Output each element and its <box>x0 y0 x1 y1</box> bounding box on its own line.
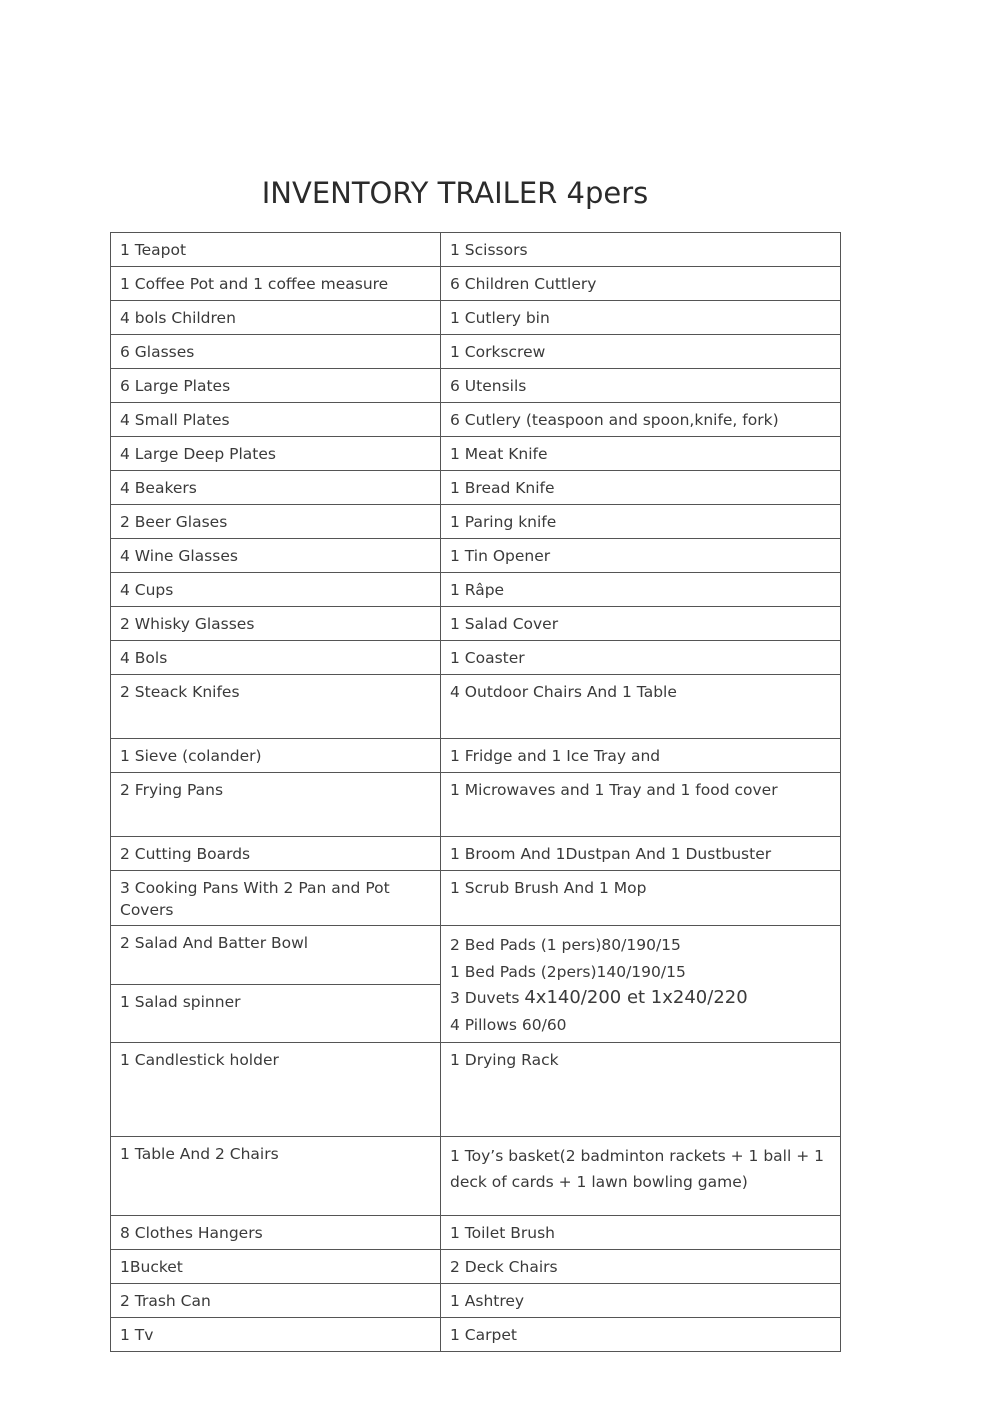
item-cell: 6 Large Plates <box>111 369 441 403</box>
bedding-cell <box>441 926 841 1043</box>
item-cell: 2 Beer Glases <box>111 505 441 539</box>
document-title: INVENTORY TRAILER 4pers <box>261 176 649 210</box>
bedding-line <box>450 985 831 1012</box>
item-cell: 8 Clothes Hangers <box>111 1216 441 1250</box>
item-cell: 1 Toilet Brush <box>441 1216 841 1250</box>
item-cell: 6 Children Cuttlery <box>441 267 841 301</box>
table-row <box>111 335 841 369</box>
table-row <box>111 233 841 267</box>
item-cell: 4 Large Deep Plates <box>111 437 441 471</box>
table-row <box>111 301 841 335</box>
table-row <box>111 1216 841 1250</box>
item-cell: 1 Bread Knife <box>441 471 841 505</box>
item-cell: 4 Bols <box>111 641 441 675</box>
table-row <box>111 1250 841 1284</box>
item-cell: 1 Scissors <box>441 233 841 267</box>
item-cell: 4 Wine Glasses <box>111 539 441 573</box>
item-cell: 2 Trash Can <box>111 1284 441 1318</box>
table-row <box>111 1043 841 1137</box>
item-cell: 1 Cutlery bin <box>441 301 841 335</box>
table-row <box>111 1284 841 1318</box>
table-row <box>111 369 841 403</box>
item-cell: 1 Teapot <box>111 233 441 267</box>
item-cell: 1 Candlestick holder <box>111 1043 441 1137</box>
item-cell: 1Bucket <box>111 1250 441 1284</box>
item-cell: 1 Salad Cover <box>441 607 841 641</box>
item-cell: 1 Carpet <box>441 1318 841 1352</box>
table-row <box>111 1318 841 1352</box>
item-cell: 1 Sieve (colander) <box>111 739 441 773</box>
table-row <box>111 539 841 573</box>
item-cell: 4 Cups <box>111 573 441 607</box>
table-row <box>111 607 841 641</box>
table-row <box>111 926 841 985</box>
table-row <box>111 505 841 539</box>
item-cell: 6 Glasses <box>111 335 441 369</box>
bedding-line: 4 Pillows 60/60 <box>450 1015 567 1034</box>
table-row <box>111 773 841 837</box>
item-cell: 1 Broom And 1Dustpan And 1 Dustbuster <box>441 837 841 871</box>
item-cell: 1 Corkscrew <box>441 335 841 369</box>
item-cell: 1 Tin Opener <box>441 539 841 573</box>
item-cell: 1 Drying Rack <box>441 1043 841 1137</box>
table-row <box>111 403 841 437</box>
item-cell: 2 Salad And Batter Bowl <box>111 926 441 985</box>
item-cell: 4 Beakers <box>111 471 441 505</box>
table-row <box>111 573 841 607</box>
item-cell: 2 Steack Knifes <box>111 675 441 739</box>
item-cell: 4 Outdoor Chairs And 1 Table <box>441 675 841 739</box>
item-cell: 2 Whisky Glasses <box>111 607 441 641</box>
item-cell: 2 Cutting Boards <box>111 837 441 871</box>
item-cell: 1 Scrub Brush And 1 Mop <box>441 871 841 926</box>
table-row <box>111 871 841 926</box>
item-cell: 2 Frying Pans <box>111 773 441 837</box>
table-row <box>111 471 841 505</box>
table-row <box>111 437 841 471</box>
bedding-text-large: 4x140/200 et 1x240/220 <box>524 987 748 1008</box>
table-row <box>111 1137 841 1216</box>
item-cell: 4 bols Children <box>111 301 441 335</box>
table-row <box>111 739 841 773</box>
table-row <box>111 641 841 675</box>
bedding-line: 1 Bed Pads (2pers)140/190/15 <box>450 962 686 981</box>
item-cell: 1 Fridge and 1 Ice Tray and <box>441 739 841 773</box>
item-cell: 1 Ashtrey <box>441 1284 841 1318</box>
bedding-text: 3 Duvets <box>450 989 525 1007</box>
item-cell: 1 Meat Knife <box>441 437 841 471</box>
item-cell: 1 Tv <box>111 1318 441 1352</box>
item-cell: 4 Small Plates <box>111 403 441 437</box>
bedding-line: 2 Bed Pads (1 pers)80/190/15 <box>450 936 681 954</box>
item-cell: 6 Cutlery (teaspoon and spoon,knife, fork) <box>441 403 841 437</box>
item-cell: 1 Table And 2 Chairs <box>111 1137 441 1216</box>
item-cell: 6 Utensils <box>441 369 841 403</box>
table-row <box>111 267 841 301</box>
item-cell: 1 Râpe <box>441 573 841 607</box>
table-row <box>111 675 841 739</box>
item-cell: 1 Paring knife <box>441 505 841 539</box>
item-cell: 1 Toy’s basket(2 badminton rackets + 1 ball + 1 deck of cards + 1 lawn bowling game) <box>441 1137 841 1216</box>
item-cell: 3 Cooking Pans With 2 Pan and Pot Covers <box>111 871 441 926</box>
inventory-table <box>110 232 841 1352</box>
table-row <box>111 837 841 871</box>
item-cell: 2 Deck Chairs <box>441 1250 841 1284</box>
item-cell: 1 Coffee Pot and 1 coffee measure <box>111 267 441 301</box>
item-cell: 1 Coaster <box>441 641 841 675</box>
item-cell: 1 Microwaves and 1 Tray and 1 food cover <box>441 773 841 837</box>
item-cell: 1 Salad spinner <box>111 984 441 1043</box>
